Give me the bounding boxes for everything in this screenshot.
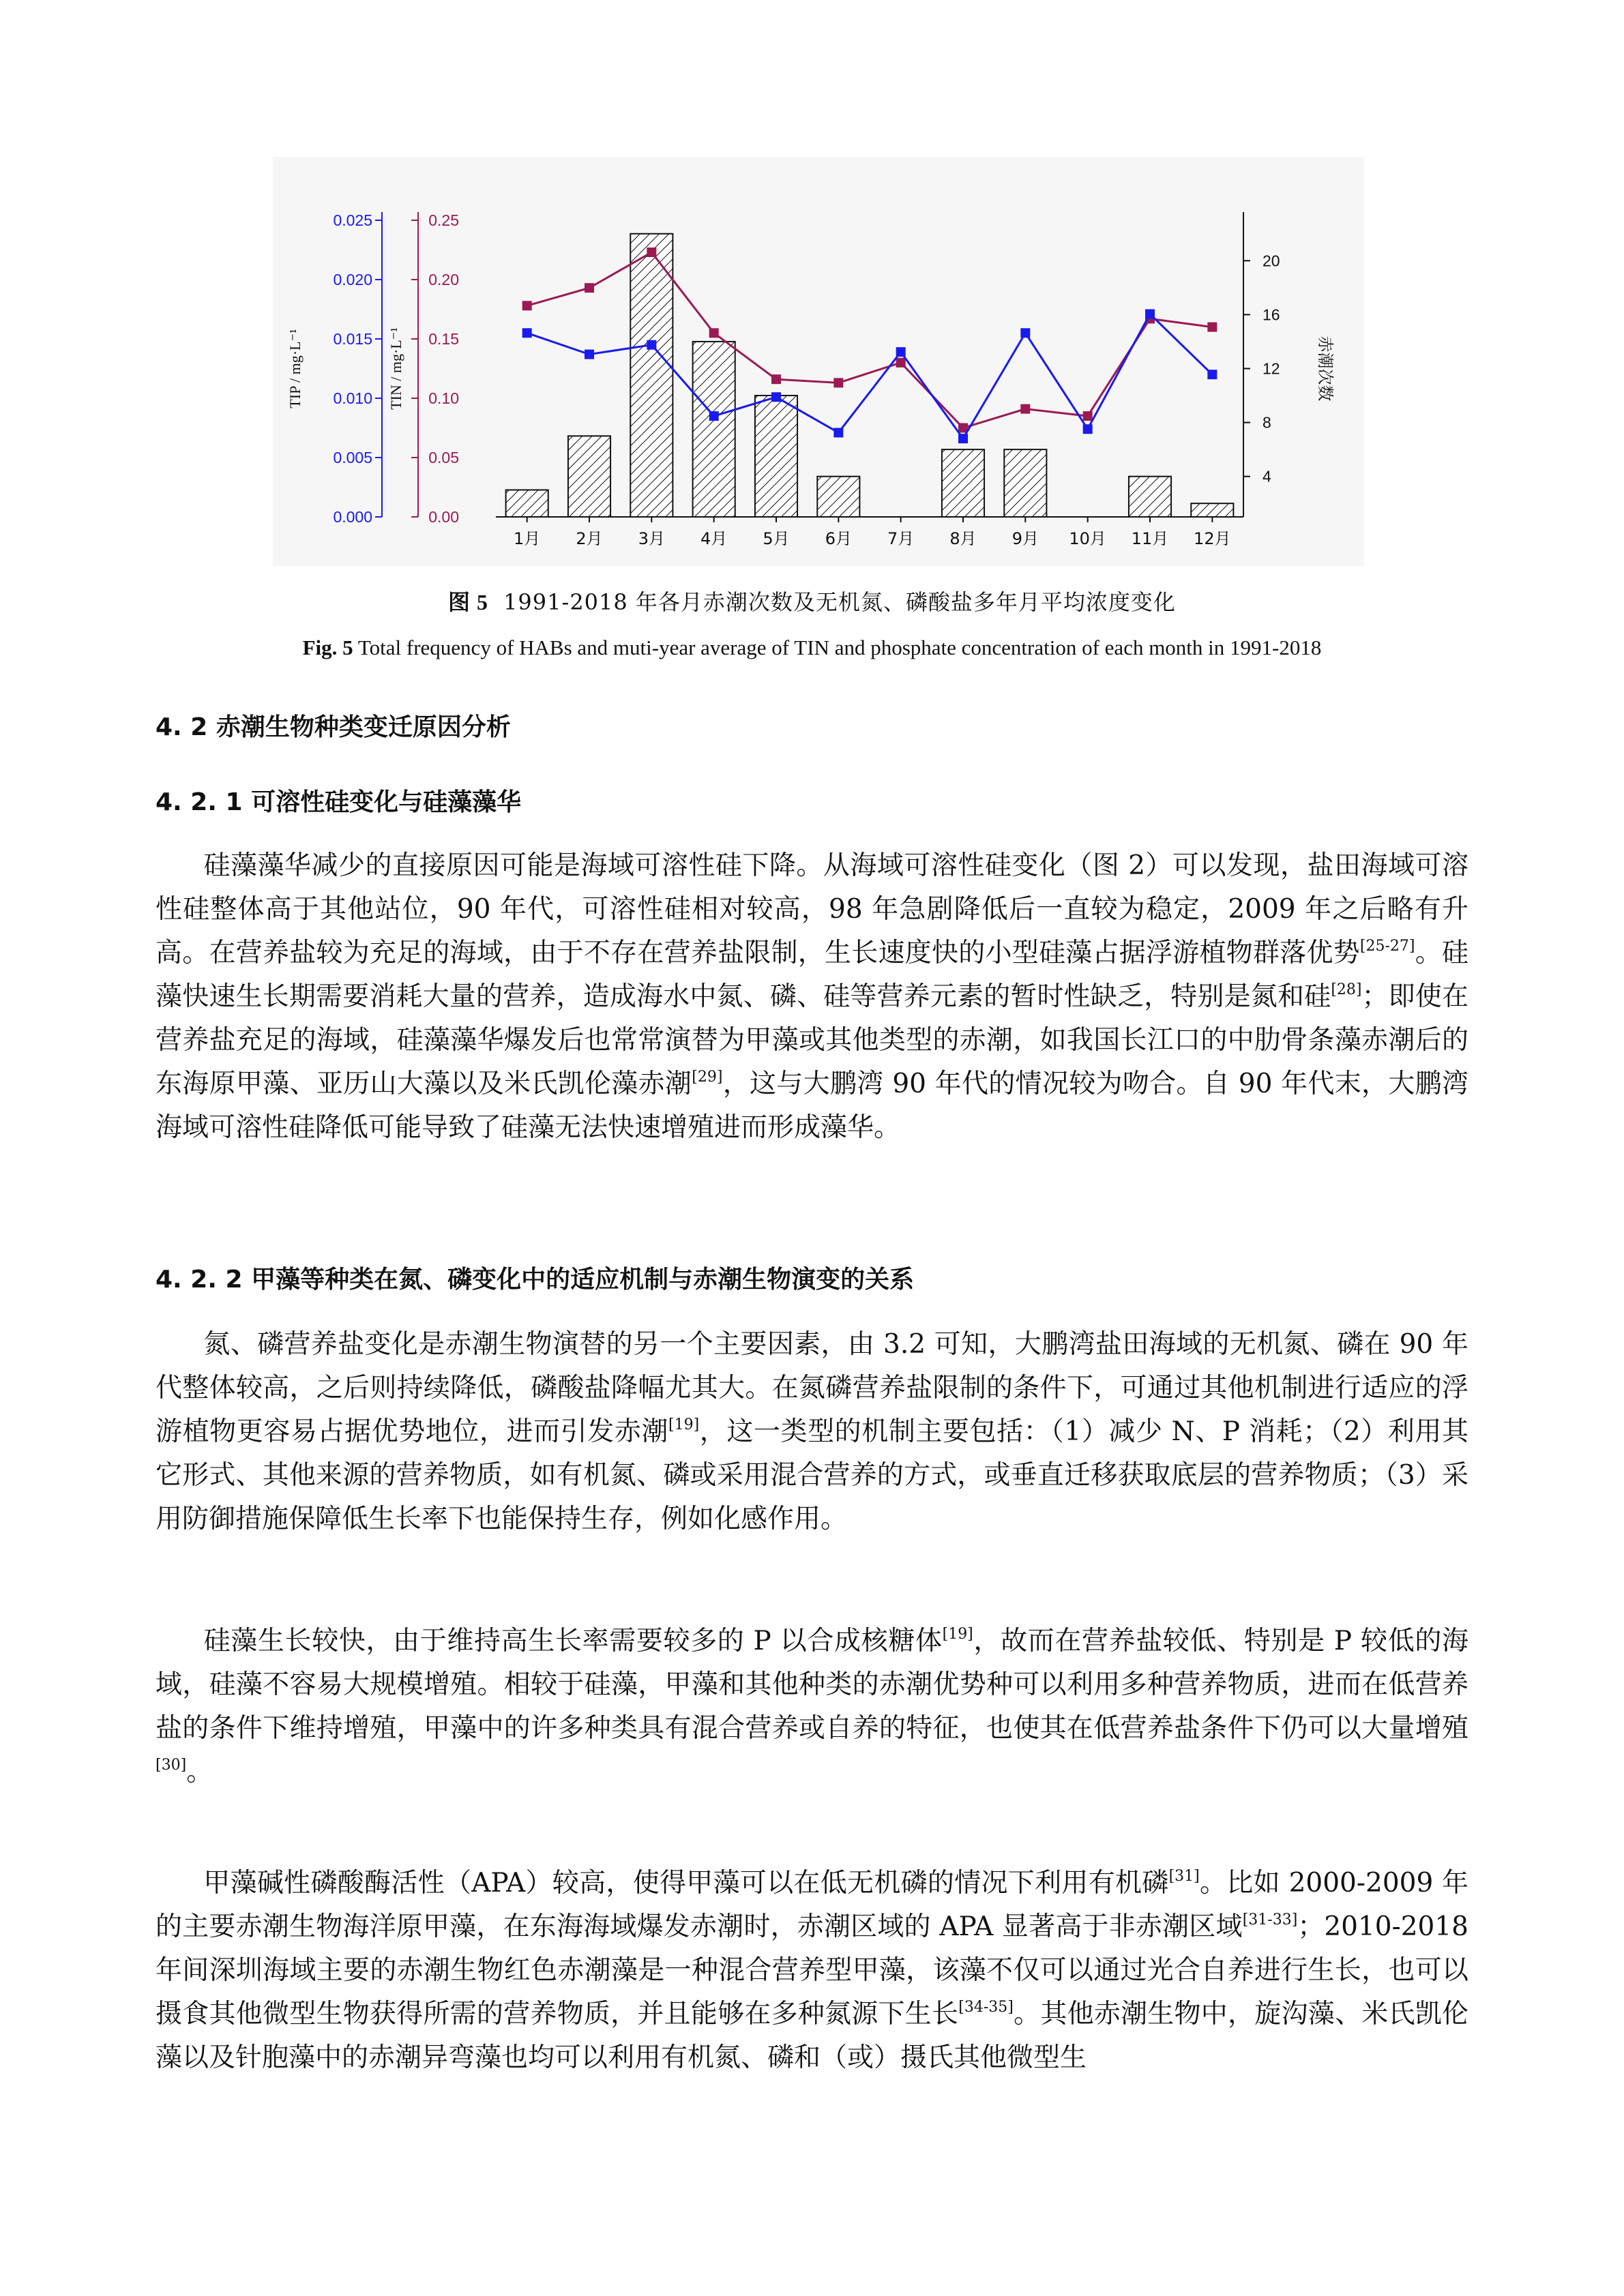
- tin-point: [1207, 323, 1217, 332]
- paragraph-4: [156, 1862, 1468, 2080]
- hab-count-bar: [630, 234, 673, 517]
- figure-number-en: Fig. 5: [302, 636, 353, 659]
- tin-tick-label: 0.00: [428, 508, 459, 526]
- tip-axis-title: TIP / mg·L⁻¹: [286, 329, 304, 408]
- paragraph-text: ；即使在营养盐充足的海域，硅藻藻华爆发后也常常演替为甲藻或其他类型的赤潮，如我国长江口的中肋骨条藻赤潮后的东海原甲藻、亚历山大藻以及米氏凯伦藻赤潮: [156, 981, 1468, 1099]
- figure-title-zh: 1991-2018 年各月赤潮次数及无机氮、磷酸盐多年月平均浓度变化: [503, 589, 1176, 615]
- tin-tick-label: 0.25: [428, 211, 459, 229]
- tip-tick-label: 0.020: [333, 271, 372, 288]
- paragraph-text: 。硅藻快速生长期需要消耗大量的营养，造成海水中氮、磷、硅等营养元素的暂时性缺乏，特别是氮和硅: [156, 938, 1468, 1012]
- paragraph-text: 氮、磷营养盐变化是赤潮生物演替的另一个主要因素，由 3.2 可知，大鹏湾盐田海域的无机氮、磷在 90 年代整体较高，之后则持续降低，磷酸盐降幅尤其大。在氮磷营养盐限制的条件下，可通过其他机制进行适应的浮游植物更容易占据优势地位，进而引发赤潮: [156, 1329, 1468, 1447]
- tip-point: [585, 350, 594, 359]
- right-tick-label: 16: [1263, 305, 1280, 324]
- tin-tick-label: 0.20: [428, 271, 459, 288]
- hab-count-bar: [942, 449, 984, 517]
- paragraph-text: ；2010-2018 年间深圳海域主要的赤潮生物红色赤潮藻是一种混合营养型甲藻，该藻不仅可以通过光合自养进行生长，也可以摄食其他微型生物获得所需的营养物质，并且能够在多种氮源下生长: [156, 1911, 1468, 2029]
- hab-count-bar: [1004, 449, 1046, 517]
- hab-count-bar: [693, 342, 735, 517]
- right-axis-title: 赤潮次数: [1316, 336, 1335, 402]
- right-tick-label: 4: [1263, 467, 1271, 486]
- figure-caption-zh: [0, 585, 1624, 616]
- tip-tick-label: 0.015: [333, 330, 372, 348]
- tin-axis-title: TIN / mg·L⁻¹: [387, 327, 404, 410]
- paragraph-1: [156, 844, 1468, 1150]
- right-tick-label: 20: [1263, 252, 1280, 270]
- tip-point: [958, 434, 968, 443]
- hab-count-bar: [1129, 477, 1171, 517]
- tip-point: [709, 411, 719, 421]
- tip-tick-label: 0.025: [333, 211, 372, 229]
- tip-point: [771, 392, 781, 402]
- tin-tick-label: 0.10: [428, 389, 459, 407]
- citation: [31]: [1168, 1868, 1200, 1885]
- x-tick-label: 6月: [825, 529, 852, 548]
- tin-point: [647, 248, 656, 257]
- x-tick-label: 1月: [514, 529, 541, 548]
- hab-count-bar: [568, 436, 610, 517]
- paragraph-2: [156, 1323, 1468, 1541]
- paragraph-text: 。: [186, 1757, 213, 1787]
- x-tick-label: 7月: [887, 529, 915, 548]
- tip-tick-label: 0.005: [333, 449, 372, 466]
- citation: [30]: [156, 1757, 187, 1774]
- tip-point: [1145, 309, 1155, 318]
- tin-point: [896, 358, 906, 368]
- x-tick-label: 4月: [700, 529, 728, 548]
- tin-tick-label: 0.05: [428, 449, 459, 466]
- right-tick-label: 8: [1263, 413, 1271, 432]
- paragraph-text: 甲藻碱性磷酸酶活性（APA）较高，使得甲藻可以在低无机磷的情况下利用有机磷: [203, 1868, 1169, 1898]
- citation: [34-35]: [958, 1999, 1014, 2016]
- figure-title-en: Total frequency of HABs and muti-year average of TIN and phosphate concentration of each month in 1991-2018: [357, 636, 1322, 659]
- tin-tick-label: 0.15: [428, 330, 459, 348]
- paragraph-text: 。其他赤潮生物中，旋沟藻、米氏凯伦藻以及针胞藻中的赤潮异弯藻也均可以利用有机氮、磷和（或）摄氏其他微型生: [156, 1999, 1468, 2073]
- tip-point: [647, 340, 656, 350]
- tin-point: [709, 328, 719, 338]
- section-heading-4-2-1: 4. 2. 1 可溶性硅变化与硅藻藻华: [156, 788, 522, 816]
- section-heading-4-2: 4. 2 赤潮生物种类变迁原因分析: [156, 713, 511, 741]
- x-tick-label: 3月: [638, 529, 665, 548]
- tip-point: [896, 347, 906, 357]
- right-tick-label: 12: [1263, 359, 1280, 378]
- tin-point: [771, 374, 781, 384]
- section-heading-4-2-2: 4. 2. 2 甲藻等种类在氮、磷变化中的适应机制与赤潮生物演变的关系: [156, 1266, 915, 1294]
- tip-point: [1083, 424, 1093, 434]
- tin-point: [585, 283, 594, 293]
- citation: [25-27]: [1359, 938, 1415, 955]
- citation: [19]: [668, 1416, 700, 1433]
- hab-count-bar: [755, 396, 797, 517]
- tip-point: [833, 428, 843, 437]
- tip-point: [1207, 370, 1217, 379]
- hab-count-bar: [506, 490, 548, 517]
- x-tick-label: 11月: [1131, 529, 1169, 548]
- tin-point: [833, 378, 843, 387]
- figure-number-zh: 图 5: [448, 590, 489, 614]
- paragraph-text: ，故而在营养盐较低、特别是 P 较低的海域，硅藻不容易大规模增殖。相较于硅藻，甲藻和其他种类的赤潮优势种可以利用多种营养物质，进而在低营养盐的条件下维持增殖，甲藻中的许多种类具有混合营养或自养的特征，也使其在低营养盐条件下仍可以大量增殖: [156, 1626, 1468, 1744]
- citation: [31-33]: [1242, 1911, 1298, 1928]
- hab-count-bar: [1191, 503, 1233, 517]
- tin-point: [522, 301, 532, 310]
- citation: [19]: [942, 1626, 973, 1643]
- hab-count-bar: [817, 477, 859, 517]
- tip-tick-label: 0.000: [333, 508, 372, 526]
- x-tick-label: 12月: [1194, 529, 1231, 548]
- citation: [29]: [692, 1069, 723, 1086]
- paragraph-text: ，这与大鹏湾 90 年代的情况较为吻合。自 90 年代末，大鹏湾海域可溶性硅降低可能导致了硅藻无法快速增殖进而形成藻华。: [156, 1069, 1468, 1143]
- x-tick-label: 5月: [763, 529, 790, 548]
- paragraph-text: 。比如 2000-2009 年的主要赤潮生物海洋原甲藻，在东海海域爆发赤潮时，赤潮区域的 APA 显著高于非赤潮区域: [156, 1868, 1468, 1942]
- paragraph-text: ，这一类型的机制主要包括：（1）减少 N、P 消耗；（2）利用其它形式、其他来源的营养物质，如有机氮、磷或采用混合营养的方式，或垂直迁移获取底层的营养物质；（3）采用防御措施保障低生长率下也能保持生存，例如化感作用。: [156, 1416, 1468, 1534]
- x-tick-label: 2月: [576, 529, 603, 548]
- chart: [273, 157, 1364, 566]
- x-tick-label: 10月: [1069, 529, 1106, 548]
- paragraph-text: 硅藻藻华减少的直接原因可能是海域可溶性硅下降。从海域可溶性硅变化（图 2）可以发现，盐田海域可溶性硅整体高于其他站位，90 年代，可溶性硅相对较高，98 年急剧降低后一直较为稳定，2009 年之后略有升高。在营养盐较为充足的海域，由于不存在营养盐限制，生长速度快的小型硅藻占据浮游植物群落优势: [156, 850, 1468, 968]
- tip-point: [1020, 328, 1030, 338]
- tip-tick-label: 0.010: [333, 389, 372, 407]
- paragraph-3: [156, 1620, 1468, 1794]
- citation: [28]: [1331, 981, 1362, 998]
- tin-point: [1020, 404, 1030, 414]
- tin-point: [1083, 411, 1093, 421]
- paragraph-text: 硅藻生长较快，由于维持高生长率需要较多的 P 以合成核糖体: [203, 1626, 943, 1656]
- x-tick-label: 8月: [949, 529, 977, 548]
- tip-point: [522, 328, 532, 338]
- figure-caption-en: [0, 636, 1624, 660]
- x-tick-label: 9月: [1012, 529, 1039, 548]
- figure-5: [273, 157, 1364, 566]
